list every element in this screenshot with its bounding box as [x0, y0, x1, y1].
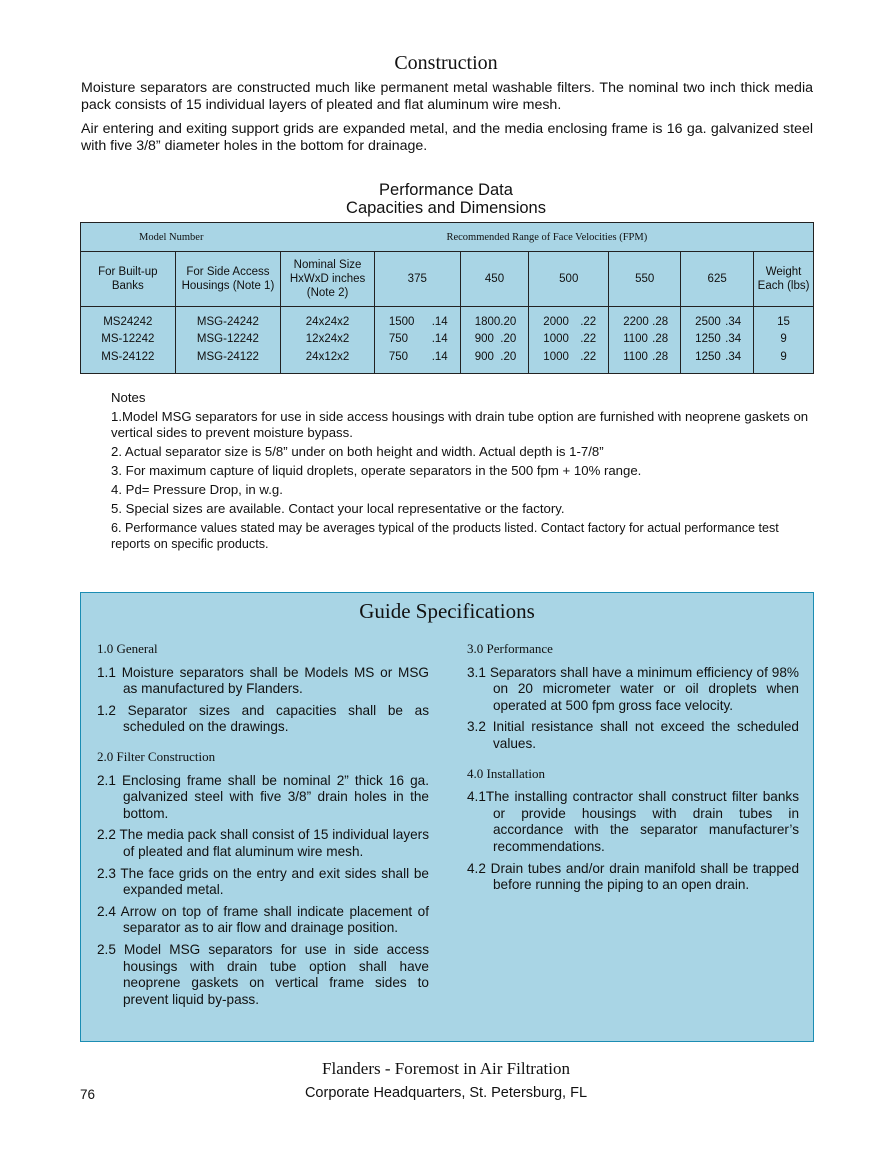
pressure-drop-value: .34	[725, 350, 742, 363]
section-heading: 2.0 Filter Construction	[97, 748, 216, 764]
spec-item: 2.3 The face grids on the entry and exit sides shall be expanded metal.	[97, 865, 429, 898]
airflow-value: 1100	[623, 333, 648, 346]
velocity-value-row	[529, 314, 608, 332]
pressure-drop-value: .28	[652, 333, 669, 346]
velocity-value-row	[375, 331, 460, 349]
spec-item: 2.2 The media pack shall consist of 15 individual layers of pleated and flat aluminum wire mesh.	[97, 827, 429, 859]
notes-heading: Notes	[111, 390, 146, 405]
velocity-range-header: Recommended Range of Face Velocities (FPM)	[281, 223, 814, 252]
section-heading: 3.0 Performance	[467, 641, 553, 656]
velocity-value-row	[681, 314, 753, 332]
spec-item: 2.5 Model MSG separators for use in side access housings with drain tube option shall have neoprene gaskets on vertical frame sides to prevent liquid by-pass.	[97, 941, 429, 1007]
note-text: 4. Pd= Pressure Drop, in w.g.	[111, 482, 283, 497]
spec-item: 3.1 Separators shall have a minimum efficiency of 98% on 20 micrometer water or oil droplets when operated at 500 fpm gross face velocity.	[467, 664, 799, 713]
velocity-value-row	[681, 331, 753, 349]
pressure-drop-value: .34	[725, 315, 742, 328]
notes-section	[111, 390, 811, 552]
velocity-375-cell	[374, 307, 460, 374]
pressure-drop-value: .20	[500, 333, 517, 346]
table-cell: MS24242	[103, 315, 153, 328]
airflow-value: 750	[388, 350, 409, 363]
airflow-value: 900	[474, 333, 494, 346]
velocity-header: 500	[529, 252, 609, 307]
velocity-value-row	[529, 331, 608, 349]
guide-left-column	[97, 641, 429, 1013]
pressure-drop-value: .28	[652, 350, 669, 363]
table-cell: 9	[780, 333, 787, 346]
airflow-value: 1000	[543, 350, 569, 363]
velocity-value-row	[461, 331, 529, 349]
table-cell: 24x12x2	[305, 350, 350, 363]
note-text: 3. For maximum capture of liquid droplets, operate separators in the 500 fpm + 10% range.	[111, 463, 642, 478]
construction-paragraph-2: Air entering and exiting support grids are expanded metal, and the media enclosing frame is 16 ga. galvanized steel with five 3/8” diameter holes in the bottom for drainage.	[81, 121, 813, 154]
table-cell: 24x24x2	[305, 315, 350, 328]
sizes-cell	[281, 307, 375, 374]
table-cell: MSG-12242	[196, 333, 259, 346]
pressure-drop-value: .14	[431, 350, 448, 363]
airflow-value: 1800	[474, 315, 501, 328]
note-item	[111, 409, 811, 441]
spec-item: 2.4 Arrow on top of frame shall indicate placement of separator as to air flow and drainage position.	[97, 903, 429, 936]
table-cell: MS-24122	[101, 350, 155, 363]
pressure-drop-value: .20	[500, 315, 517, 328]
velocity-value-row	[609, 314, 680, 332]
side-access-header: For Side Access Housings (Note 1)	[175, 252, 281, 307]
page-number: 76	[80, 1087, 96, 1102]
velocity-value-row	[529, 349, 608, 367]
airflow-value: 1000	[543, 333, 569, 346]
table-cell: MS-12242	[101, 333, 155, 346]
airflow-value: 2200	[623, 315, 649, 328]
airflow-value: 750	[388, 333, 409, 346]
guide-title: Guide Specifications	[359, 599, 535, 623]
airflow-value: 900	[474, 350, 494, 363]
velocity-450-cell	[460, 307, 529, 374]
note-text: 6. Performance values stated may be averages typical of the products listed. Contact factory for actual performance test reports on specific products.	[111, 521, 779, 551]
velocity-625-cell	[681, 307, 754, 374]
airflow-value: 1500	[388, 315, 415, 328]
velocity-header: 625	[681, 252, 754, 307]
note-text: 1.Model MSG separators for use in side access housings with drain tube option are furnished with neoprene gaskets on vertical sides to prevent moisture bypass.	[111, 409, 809, 440]
section-heading: 1.0 General	[97, 641, 158, 656]
construction-heading: Construction	[394, 52, 498, 74]
builtup-banks-header: For Built-up Banks	[81, 252, 176, 307]
table-cell: 9	[780, 350, 787, 363]
weight-header: Weight Each (lbs)	[754, 252, 814, 307]
pressure-drop-value: .34	[725, 333, 742, 346]
weights-cell	[754, 307, 814, 374]
table-cell: MSG-24122	[196, 350, 259, 363]
pressure-drop-value: .22	[580, 350, 597, 363]
airflow-value: 2000	[543, 315, 569, 328]
note-item	[111, 463, 811, 479]
guide-specifications-box	[80, 592, 814, 1042]
spec-item: 4.2 Drain tubes and/or drain manifold shall be trapped before running the piping to an open drain.	[467, 860, 799, 893]
spec-item: 4.1The installing contractor shall construct filter banks or provide housings with drain tubes in accordance with the separator manufacturer’s recommendations.	[467, 789, 799, 854]
velocity-value-row	[375, 349, 460, 367]
velocity-value-row	[461, 314, 529, 332]
performance-subtitle: Capacities and Dimensions	[346, 199, 546, 217]
note-item	[111, 520, 811, 552]
footer-address: Corporate Headquarters, St. Petersburg, FL	[304, 1085, 588, 1101]
note-text: 2. Actual separator size is 5/8” under on both height and width. Actual depth is 1-7/8”	[111, 444, 604, 459]
airflow-value: 1250	[695, 350, 721, 363]
table-body-row	[81, 307, 814, 374]
pressure-drop-value: .20	[500, 350, 517, 363]
performance-title: Performance Data	[379, 181, 513, 199]
velocity-value-row	[681, 349, 753, 367]
table-cell: 15	[777, 315, 790, 328]
section-heading: 4.0 Installation	[467, 765, 545, 781]
pressure-drop-value: .22	[580, 333, 597, 346]
airflow-value: 1250	[695, 333, 721, 346]
pressure-drop-value: .22	[580, 315, 597, 328]
builtup-models-cell	[81, 307, 176, 374]
velocity-value-row	[609, 349, 680, 367]
note-item	[111, 444, 811, 460]
velocity-500-cell	[529, 307, 609, 374]
note-item	[111, 482, 811, 498]
velocity-value-row	[461, 349, 529, 367]
velocity-header: 375	[374, 252, 460, 307]
nominal-size-header: Nominal Size HxWxD inches (Note 2)	[281, 252, 375, 307]
pressure-drop-value: .28	[652, 315, 669, 328]
construction-paragraph-1: Moisture separators are constructed much like permanent metal washable filters. The nominal two inch thick media pack consists of 15 individual layers of pleated and flat aluminum wire mesh.	[81, 80, 813, 113]
table-cell: MSG-24242	[196, 315, 259, 328]
spec-item: 1.2 Separator sizes and capacities shall be as scheduled on the drawings.	[97, 702, 429, 735]
note-text: 5. Special sizes are available. Contact your local representative or the factory.	[111, 501, 565, 516]
performance-table	[80, 222, 814, 374]
airflow-value: 1100	[623, 350, 648, 363]
spec-item: 2.1 Enclosing frame shall be nominal 2” thick 16 ga. galvanized steel with five 3/8” drain holes in the bottom.	[97, 772, 429, 821]
guide-right-column	[467, 641, 799, 899]
velocity-value-row	[609, 331, 680, 349]
airflow-value: 2500	[695, 315, 721, 328]
velocity-value-row	[375, 314, 460, 332]
pressure-drop-value: .14	[431, 315, 448, 328]
model-number-header: Model Number	[81, 223, 281, 252]
velocity-header: 450	[460, 252, 529, 307]
footer-tagline: Flanders - Foremost in Air Filtration	[322, 1059, 570, 1078]
spec-item: 3.2 Initial resistance shall not exceed the scheduled values.	[467, 719, 799, 751]
pressure-drop-value: .14	[431, 333, 448, 346]
table-cell: 12x24x2	[305, 333, 350, 346]
velocity-550-cell	[609, 307, 681, 374]
side-models-cell	[175, 307, 281, 374]
spec-item: 1.1 Moisture separators shall be Models MS or MSG as manufactured by Flanders.	[97, 664, 429, 697]
note-item	[111, 501, 811, 517]
velocity-header: 550	[609, 252, 681, 307]
